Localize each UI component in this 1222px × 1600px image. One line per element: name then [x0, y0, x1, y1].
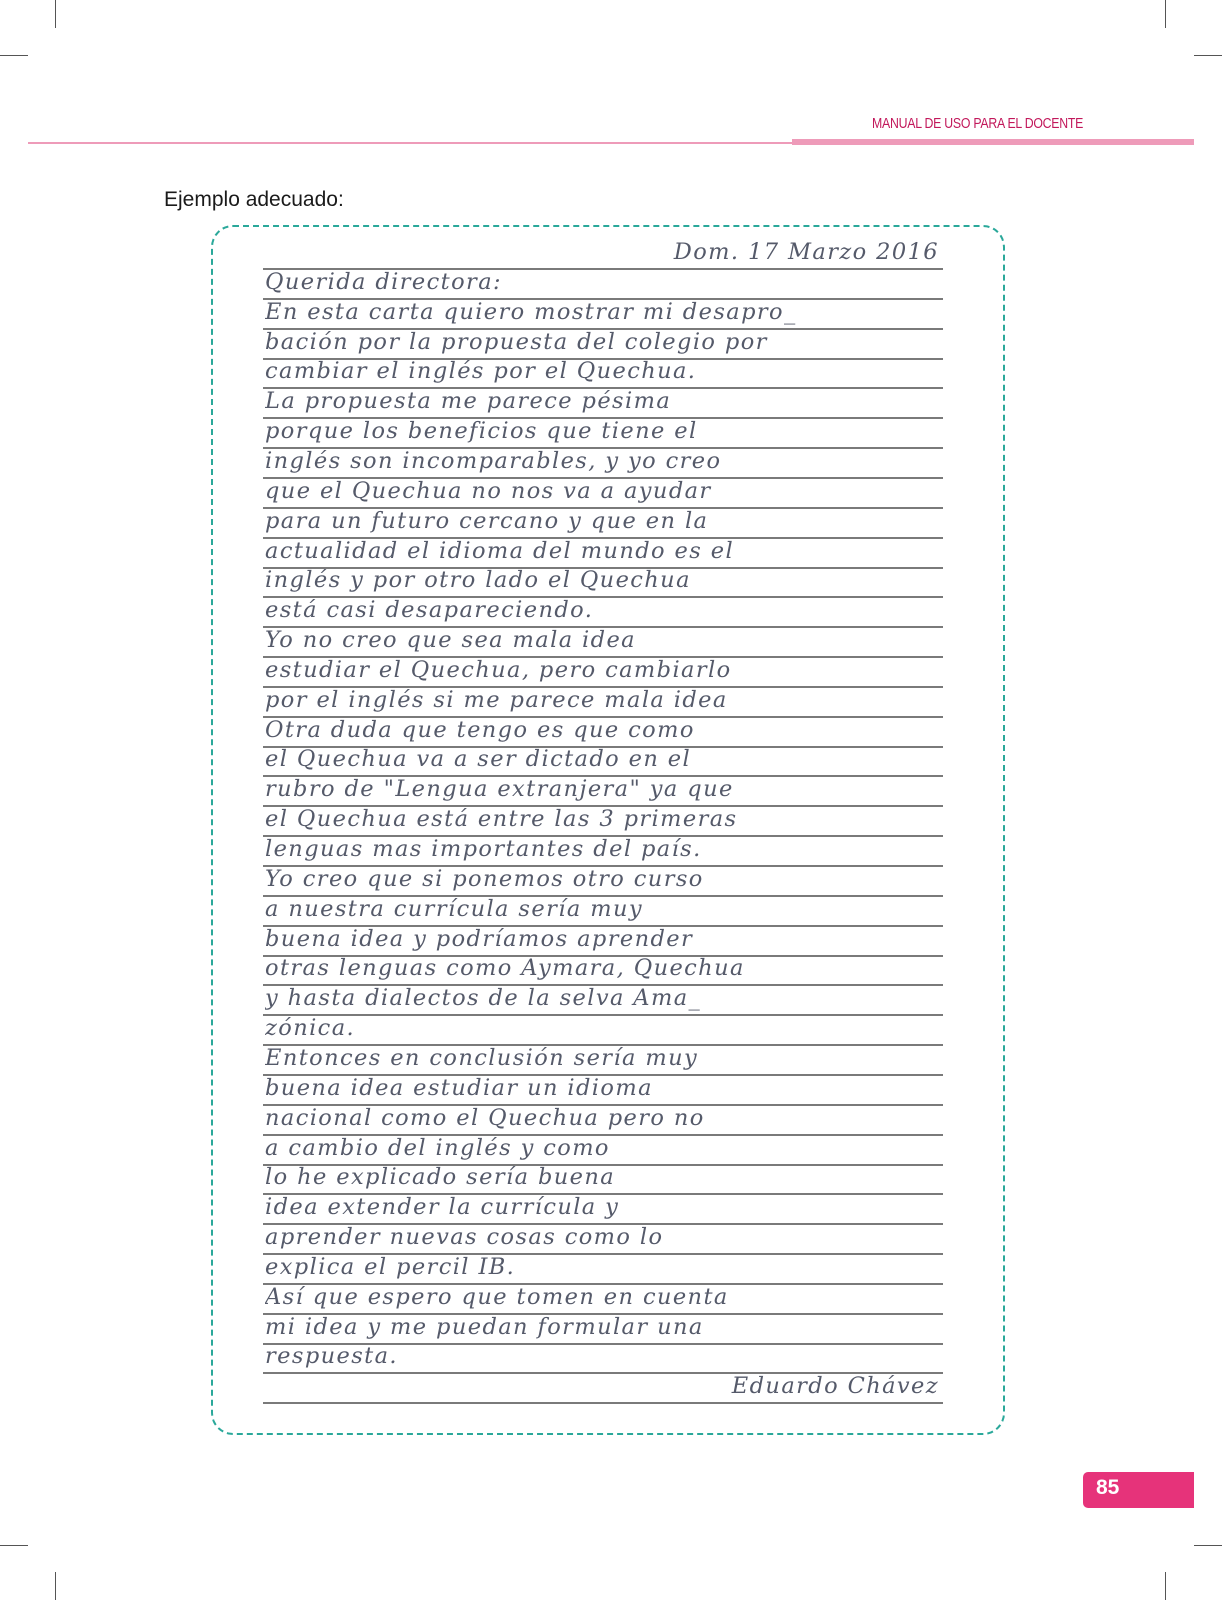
crop-mark [1165, 1572, 1166, 1600]
letter-line: idea extender la currícula y [265, 1194, 620, 1220]
letter-line: y hasta dialectos de la selva Ama_ [265, 985, 702, 1011]
letter-line: lo he explicado sería buena [265, 1164, 616, 1190]
letter-line: Así que espero que tomen en cuenta [265, 1284, 729, 1310]
letter-line: rubro de "Lengua extranjera" ya que [265, 776, 734, 802]
letter-line: Querida directora: [265, 269, 502, 295]
letter-line: otras lenguas como Aymara, Quechua [265, 955, 745, 981]
letter-line: explica el percil IB. [265, 1254, 516, 1280]
letter-line: Yo creo que si ponemos otro curso [265, 866, 704, 892]
letter-line: el Quechua está entre las 3 primeras [265, 806, 738, 832]
page-number-badge [1083, 1472, 1194, 1508]
letter-line: por el inglés si me parece mala idea [265, 687, 728, 713]
crop-mark [0, 1545, 28, 1546]
letter-line: inglés y por otro lado el Quechua [265, 567, 691, 593]
crop-mark [1194, 1545, 1222, 1546]
section-title: Ejemplo adecuado: [164, 188, 344, 211]
letter-line: lenguas mas importantes del país. [265, 836, 702, 862]
letter-line: respuesta. [265, 1343, 398, 1369]
letter-date: Dom. 17 Marzo 2016 [673, 239, 939, 265]
letter-line: buena idea estudiar un idioma [265, 1075, 653, 1101]
letter-line: Otra duda que tengo es que como [265, 717, 695, 743]
letter-line: Yo no creo que sea mala idea [265, 627, 636, 653]
letter-line: el Quechua va a ser dictado en el [265, 746, 692, 772]
crop-mark [0, 55, 28, 56]
crop-mark [55, 1572, 56, 1600]
letter-line: mi idea y me puedan formular una [265, 1314, 704, 1340]
letter-line: zónica. [265, 1015, 356, 1041]
letter-line: nacional como el Quechua pero no [265, 1105, 705, 1131]
letter-line: Entonces en conclusión sería muy [265, 1045, 699, 1071]
header-title: MANUAL DE USO PARA EL DOCENTE [872, 115, 1084, 132]
letter-line: buena idea y podríamos aprender [265, 926, 694, 952]
crop-mark [55, 0, 56, 28]
header-rule [28, 142, 793, 144]
letter-line: porque los beneficios que tiene el [265, 418, 698, 444]
letter-line: La propuesta me parece pésima [265, 388, 672, 414]
letter-line: a nuestra currícula sería muy [265, 896, 643, 922]
page-number: 85 [1096, 1476, 1120, 1499]
crop-mark [1194, 55, 1222, 56]
letter-line: que el Quechua no nos va a ayudar [265, 478, 712, 504]
letter-line: cambiar el inglés por el Quechua. [265, 358, 697, 384]
letter-line: a cambio del inglés y como [265, 1135, 610, 1161]
letter-line: para un futuro cercano y que en la [265, 508, 709, 534]
letter-line: bación por la propuesta del colegio por [265, 329, 768, 355]
letter-line: aprender nuevas cosas como lo [265, 1224, 664, 1250]
letter-signature: Eduardo Chávez [731, 1373, 939, 1399]
letter-line: estudiar el Quechua, pero cambiarlo [265, 657, 732, 683]
crop-mark [1165, 0, 1166, 28]
letter-line: inglés son incomparables, y yo creo [265, 448, 722, 474]
header-rule-accent [792, 139, 1194, 145]
letter-line: actualidad el idioma del mundo es el [265, 538, 735, 564]
letter-line: En esta carta quiero mostrar mi desapro_ [265, 299, 797, 325]
letter-line: está casi desapareciendo. [265, 597, 594, 623]
ruled-line [263, 1402, 943, 1404]
